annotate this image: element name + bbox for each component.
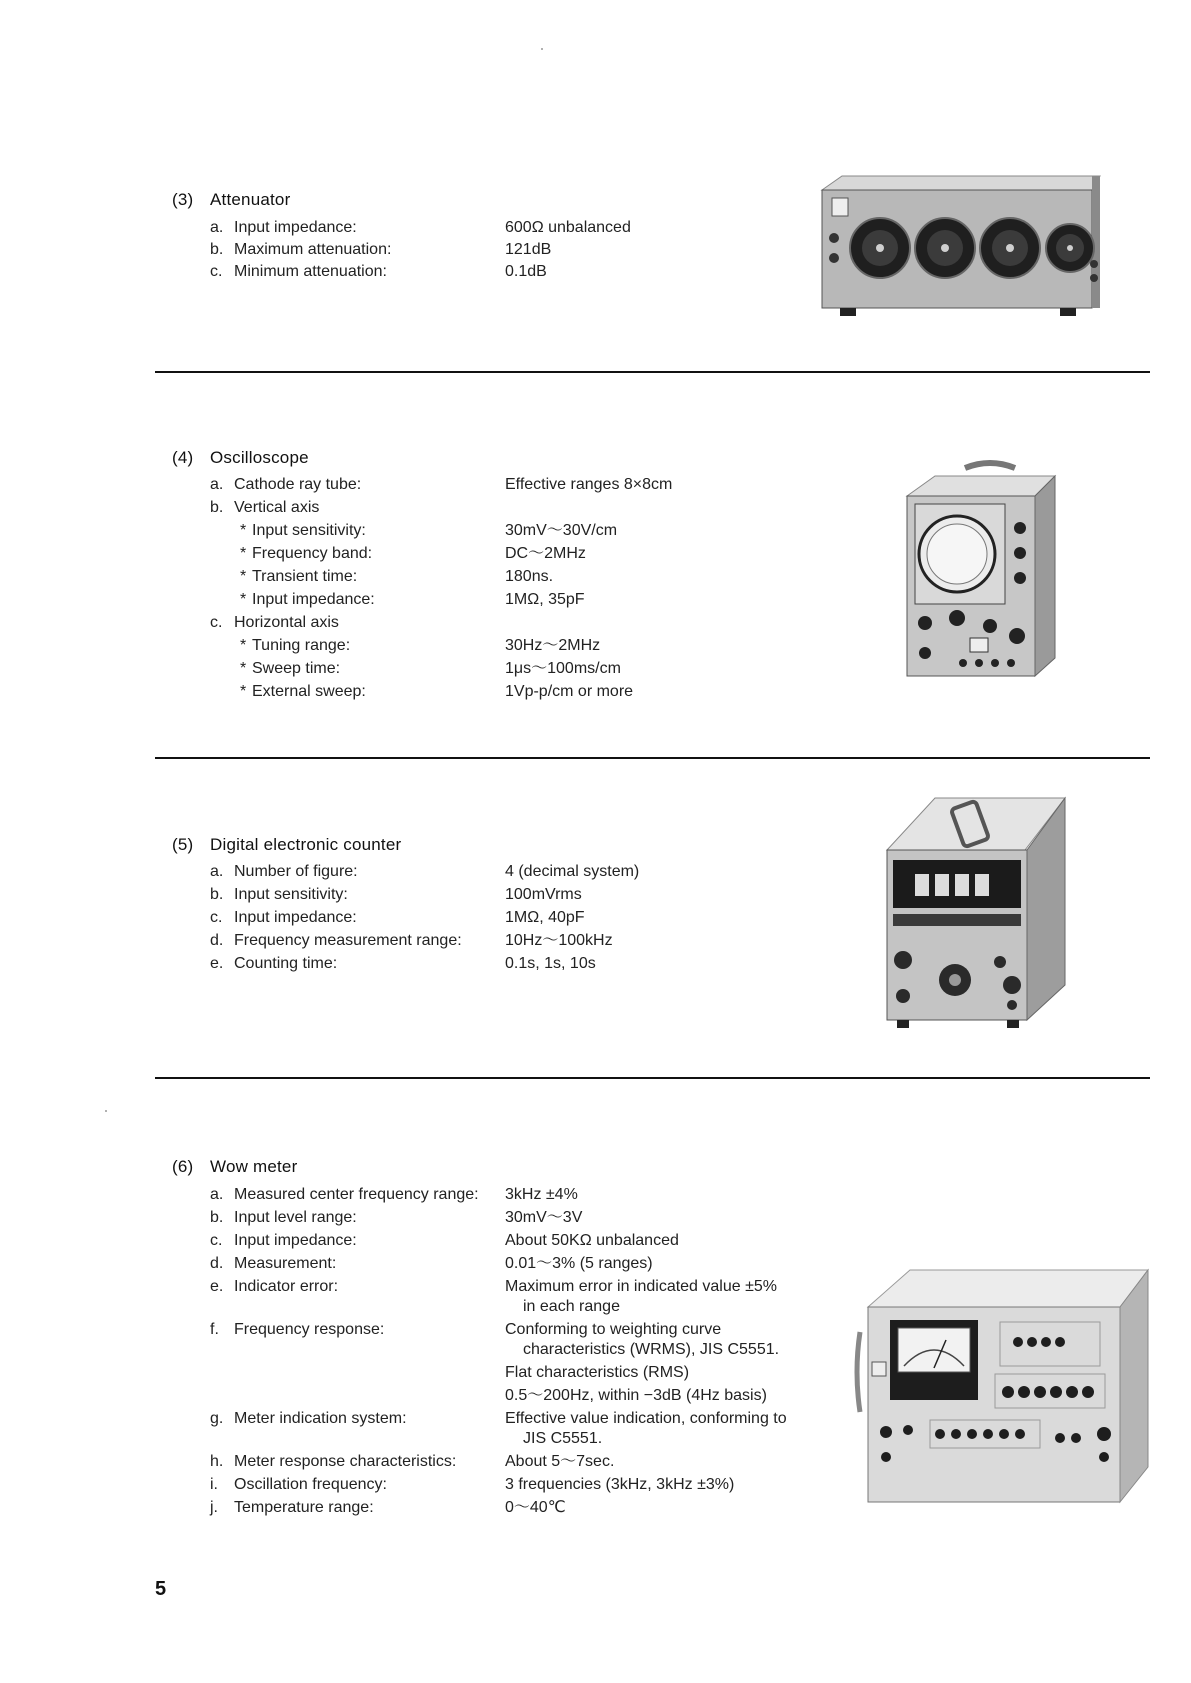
section-divider — [155, 371, 1150, 373]
spec-row — [0, 543, 800, 565]
spec-value: DC～2MHz — [505, 545, 586, 562]
spec-value: 4 (decimal system) — [505, 863, 640, 880]
spec-value: 600Ω unbalanced — [505, 219, 631, 236]
spec-letter: f. — [210, 1321, 219, 1338]
page-number: 5 — [155, 1578, 167, 1600]
spec-value: 180ns. — [505, 568, 554, 585]
scan-speck — [105, 1110, 107, 1112]
spec-letter: j. — [210, 1499, 218, 1516]
spec-label: Oscillation frequency: — [234, 1476, 387, 1493]
spec-letter: g. — [210, 1410, 224, 1427]
spec-value: 30Hz～2MHz — [505, 637, 601, 654]
attenuator-photo — [810, 168, 1110, 328]
spec-row — [0, 930, 800, 952]
spec-value: 0.1dB — [505, 263, 547, 280]
spec-row — [0, 1230, 800, 1252]
spec-row — [0, 566, 800, 588]
spec-value: About 5～7sec. — [505, 1453, 615, 1470]
section-title — [172, 448, 309, 468]
spec-row — [0, 1184, 800, 1206]
spec-label: Cathode ray tube: — [234, 476, 362, 493]
spec-row — [0, 953, 800, 975]
spec-row — [0, 1362, 800, 1384]
spec-value: 0.5～200Hz, within −3dB (4Hz basis) — [505, 1387, 767, 1404]
section-name: Attenuator — [210, 190, 291, 209]
spec-value: JIS C5551. — [523, 1430, 603, 1447]
spec-letter: b. — [210, 241, 224, 258]
spec-letter: a. — [210, 219, 224, 236]
section-number: (3) — [172, 190, 194, 209]
spec-letter: i. — [210, 1476, 218, 1493]
spec-row — [0, 261, 800, 283]
spec-row — [0, 474, 800, 496]
spec-label: Frequency response: — [234, 1321, 385, 1338]
section-number: (5) — [172, 835, 194, 854]
spec-row — [0, 861, 800, 883]
spec-value: About 50KΩ unbalanced — [505, 1232, 679, 1249]
spec-value: 3kHz ±4% — [505, 1186, 578, 1203]
spec-letter: * — [240, 660, 247, 677]
spec-label: Counting time: — [234, 955, 338, 972]
spec-value: 0～40℃ — [505, 1499, 566, 1516]
spec-letter: b. — [210, 1209, 224, 1226]
spec-letter: c. — [210, 909, 223, 926]
spec-label: Transient time: — [252, 568, 358, 585]
spec-label: Input impedance: — [234, 1232, 357, 1249]
spec-row — [0, 1253, 800, 1275]
spec-value: 1Vp-p/cm or more — [505, 683, 634, 700]
section-number: (4) — [172, 448, 194, 467]
spec-row — [0, 1385, 800, 1407]
spec-letter: e. — [210, 955, 224, 972]
spec-value: 10Hz～100kHz — [505, 932, 613, 949]
spec-label: Frequency band: — [252, 545, 373, 562]
spec-value: Flat characteristics (RMS) — [505, 1364, 690, 1381]
spec-value: 3 frequencies (3kHz, 3kHz ±3%) — [505, 1476, 735, 1493]
spec-row — [0, 1408, 800, 1430]
spec-value: 1MΩ, 40pF — [505, 909, 585, 926]
spec-row — [0, 1474, 800, 1496]
spec-row — [0, 612, 800, 634]
digital-counter-photo — [875, 790, 1075, 1035]
spec-label: Input sensitivity: — [252, 522, 366, 539]
spec-row — [0, 217, 800, 239]
spec-value: Effective value indication, conforming to — [505, 1410, 787, 1427]
spec-letter: b. — [210, 499, 224, 516]
spec-label: Maximum attenuation: — [234, 241, 392, 258]
spec-label: Meter indication system: — [234, 1410, 407, 1427]
spec-value: 100mVrms — [505, 886, 582, 903]
spec-label: Minimum attenuation: — [234, 263, 387, 280]
spec-letter: * — [240, 545, 247, 562]
spec-row — [0, 1296, 800, 1318]
spec-letter: * — [240, 522, 247, 539]
spec-value: 1MΩ, 35pF — [505, 591, 585, 608]
spec-row — [0, 1319, 800, 1341]
spec-value: in each range — [523, 1298, 620, 1315]
spec-row — [0, 589, 800, 611]
oscilloscope-photo — [895, 458, 1070, 683]
section-divider — [155, 1077, 1150, 1079]
spec-row — [0, 658, 800, 680]
spec-letter: * — [240, 683, 247, 700]
spec-row — [0, 1339, 800, 1361]
spec-letter: a. — [210, 476, 224, 493]
spec-value: Effective ranges 8×8cm — [505, 476, 673, 493]
spec-letter: * — [240, 568, 247, 585]
spec-letter: b. — [210, 886, 224, 903]
spec-label: Horizontal axis — [234, 614, 339, 631]
section-divider — [155, 757, 1150, 759]
spec-letter: a. — [210, 1186, 224, 1203]
spec-value: characteristics (WRMS), JIS C5551. — [523, 1341, 780, 1358]
spec-label: Input impedance: — [252, 591, 375, 608]
spec-letter: a. — [210, 863, 224, 880]
spec-row — [0, 681, 800, 703]
section-name: Digital electronic counter — [210, 835, 402, 854]
section-title — [172, 835, 401, 855]
spec-letter: * — [240, 637, 247, 654]
spec-row — [0, 907, 800, 929]
spec-letter: c. — [210, 1232, 223, 1249]
spec-row — [0, 1428, 800, 1450]
spec-label: Sweep time: — [252, 660, 341, 677]
spec-letter: e. — [210, 1278, 224, 1295]
spec-value: 121dB — [505, 241, 552, 258]
spec-value: Maximum error in indicated value ±5% — [505, 1278, 777, 1295]
spec-value: Conforming to weighting curve — [505, 1321, 722, 1338]
section-title — [172, 1157, 297, 1177]
spec-row — [0, 1451, 800, 1473]
spec-label: Frequency measurement range: — [234, 932, 462, 949]
spec-label: Input impedance: — [234, 219, 357, 236]
section-title — [172, 190, 290, 210]
spec-letter: * — [240, 591, 247, 608]
spec-label: Input level range: — [234, 1209, 357, 1226]
scan-speck — [541, 48, 543, 50]
spec-row — [0, 635, 800, 657]
spec-row — [0, 884, 800, 906]
spec-label: External sweep: — [252, 683, 366, 700]
spec-letter: h. — [210, 1453, 224, 1470]
spec-row — [0, 520, 800, 542]
spec-label: Temperature range: — [234, 1499, 374, 1516]
spec-row — [0, 239, 800, 261]
spec-label: Input impedance: — [234, 909, 357, 926]
spec-label: Tuning range: — [252, 637, 351, 654]
spec-value: 1μs～100ms/cm — [505, 660, 621, 677]
spec-value: 0.1s, 1s, 10s — [505, 955, 596, 972]
spec-row — [0, 1276, 800, 1298]
spec-letter: c. — [210, 614, 223, 631]
section-number: (6) — [172, 1157, 194, 1176]
spec-row — [0, 497, 800, 519]
spec-label: Indicator error: — [234, 1278, 339, 1295]
spec-value: 0.01～3% (5 ranges) — [505, 1255, 653, 1272]
spec-letter: d. — [210, 932, 224, 949]
spec-label: Measurement: — [234, 1255, 337, 1272]
spec-row — [0, 1497, 800, 1519]
spec-label: Measured center frequency range: — [234, 1186, 479, 1203]
spec-label: Input sensitivity: — [234, 886, 348, 903]
section-name: Wow meter — [210, 1157, 298, 1176]
spec-value: 30mV～30V/cm — [505, 522, 618, 539]
spec-letter: c. — [210, 263, 223, 280]
spec-label: Number of figure: — [234, 863, 358, 880]
spec-value: 30mV～3V — [505, 1209, 583, 1226]
spec-label: Meter response characteristics: — [234, 1453, 457, 1470]
spec-row — [0, 1207, 800, 1229]
section-name: Oscilloscope — [210, 448, 309, 467]
spec-letter: d. — [210, 1255, 224, 1272]
spec-label: Vertical axis — [234, 499, 320, 516]
wow-meter-photo — [850, 1262, 1150, 1512]
